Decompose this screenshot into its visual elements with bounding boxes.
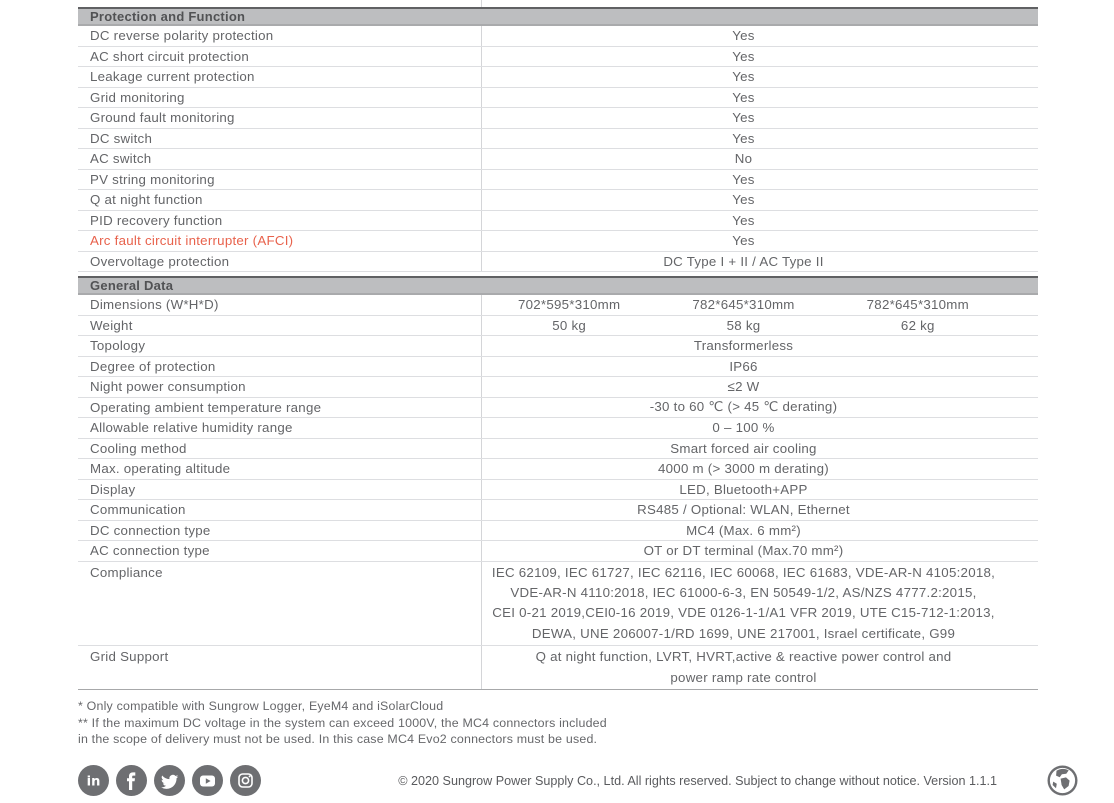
- row-value: [481, 357, 1038, 377]
- table-row: [78, 398, 1038, 419]
- column-divider: [481, 0, 482, 7]
- table-row: [78, 190, 1038, 211]
- row-value: [481, 149, 1038, 169]
- row-label: Weight: [90, 317, 133, 333]
- row-value-text: Yes: [732, 130, 755, 146]
- table-row: [78, 357, 1038, 378]
- row-value-text: Yes: [732, 89, 755, 105]
- row-value: [481, 211, 1038, 231]
- row-value: [481, 316, 1038, 336]
- row-value: [481, 541, 1038, 561]
- row-value: [481, 252, 1038, 272]
- social-icons: [78, 765, 261, 796]
- linkedin-icon[interactable]: [78, 765, 109, 796]
- row-label: Night power consumption: [90, 379, 246, 395]
- row-value: [481, 480, 1038, 500]
- footnote-line: in the scope of delivery must not be used. In this case MC4 Evo2 connectors must be used.: [78, 732, 598, 747]
- row-label: Allowable relative humidity range: [90, 420, 293, 436]
- row-label: Arc fault circuit interrupter (AFCI): [90, 233, 294, 249]
- table-row: [78, 231, 1038, 252]
- table-row: [78, 541, 1038, 562]
- footnotes: [78, 698, 607, 748]
- row-value: [481, 108, 1038, 128]
- row-label: Operating ambient temperature range: [90, 399, 322, 415]
- row-label: Communication: [90, 502, 186, 518]
- table-row: [78, 108, 1038, 129]
- row-value-text: MC4 (Max. 6 mm²): [686, 522, 801, 538]
- row-label: Degree of protection: [90, 358, 216, 374]
- row-value-text: Yes: [732, 192, 755, 208]
- row-value-line: power ramp rate control: [670, 669, 817, 685]
- row-value: [481, 439, 1038, 459]
- row-value-text: Yes: [732, 110, 755, 126]
- row-value-text: Yes: [732, 69, 755, 85]
- table-row: [78, 336, 1038, 357]
- row-label: AC short circuit protection: [90, 48, 249, 64]
- row-value: [481, 190, 1038, 210]
- table-row: [78, 439, 1038, 460]
- table-row: [78, 316, 1038, 337]
- row-value: [481, 459, 1038, 479]
- row-value: [481, 26, 1038, 46]
- row-value-text: Yes: [732, 48, 755, 64]
- row-value: [481, 418, 1038, 438]
- row-value-text: Yes: [732, 212, 755, 228]
- youtube-icon[interactable]: [192, 765, 223, 796]
- row-label: DC switch: [90, 130, 153, 146]
- row-value: [481, 129, 1038, 149]
- table-row: [78, 480, 1038, 501]
- row-value-text: IP66: [729, 358, 758, 374]
- row-value: [481, 88, 1038, 108]
- row-label: Ground fault monitoring: [90, 110, 235, 126]
- table-row: [78, 418, 1038, 439]
- table-row: [78, 500, 1038, 521]
- row-value-text: Yes: [732, 171, 755, 187]
- table-row: [78, 149, 1038, 170]
- row-value-line: VDE-AR-N 4110:2018, IEC 61000-6-3, EN 50549-1/2, AS/NZS 4777.2:2015,: [510, 584, 977, 600]
- row-value-text: DC Type I + II / AC Type II: [663, 253, 824, 269]
- table-row: [78, 562, 1038, 647]
- row-value-text: OT or DT terminal (Max.70 mm²): [643, 543, 844, 559]
- row-value: [481, 67, 1038, 87]
- row-label: Dimensions (W*H*D): [90, 297, 219, 313]
- table-row: [78, 521, 1038, 542]
- row-value-lines: [482, 562, 1005, 646]
- copyright-text: © 2020 Sungrow Power Supply Co., Ltd. All rights reserved. Subject to change without notice. Version 1.1.1: [398, 774, 997, 788]
- row-value-col: 62 kg: [900, 317, 935, 333]
- row-value-text: Yes: [732, 233, 755, 249]
- row-label: AC switch: [90, 151, 152, 167]
- spec-table: [78, 7, 1038, 690]
- row-value-text: ≤2 W: [727, 379, 760, 395]
- row-label: Max. operating altitude: [90, 461, 231, 477]
- row-value: [481, 521, 1038, 541]
- table-row: [78, 129, 1038, 150]
- row-label: Overvoltage protection: [90, 253, 230, 269]
- instagram-icon[interactable]: [230, 765, 261, 796]
- svg-text:in: in: [86, 774, 101, 790]
- table-row: [78, 459, 1038, 480]
- row-value-col: 782*645*310mm: [866, 297, 969, 313]
- row-label: Compliance: [90, 564, 163, 580]
- row-label: AC connection type: [90, 543, 210, 559]
- page-footer: [0, 763, 1114, 803]
- section-header: General Data: [78, 276, 1038, 295]
- table-row: [78, 295, 1038, 316]
- table-row: [78, 170, 1038, 191]
- row-value: [481, 646, 1038, 689]
- row-value-text: Yes: [732, 28, 755, 44]
- row-label: Grid monitoring: [90, 89, 185, 105]
- row-label: DC reverse polarity protection: [90, 28, 274, 44]
- row-label: PID recovery function: [90, 212, 223, 228]
- row-value-text: 4000 m (> 3000 m derating): [658, 461, 829, 477]
- table-row: [78, 67, 1038, 88]
- row-value-line: Q at night function, LVRT, HVRT,active & reactive power control and: [535, 649, 952, 665]
- row-value: [481, 398, 1038, 418]
- row-label: PV string monitoring: [90, 171, 215, 187]
- row-label: Leakage current protection: [90, 69, 255, 85]
- table-row: [78, 377, 1038, 398]
- row-value: [481, 562, 1038, 646]
- row-value-text: -30 to 60 ℃ (> 45 ℃ derating): [649, 399, 838, 415]
- row-label: Topology: [90, 338, 146, 354]
- row-value: [481, 295, 1038, 315]
- row-value: [481, 231, 1038, 251]
- table-top-sliver: [78, 0, 1038, 7]
- twitter-icon[interactable]: [154, 765, 185, 796]
- table-row: [78, 211, 1038, 232]
- row-value-line: CEI 0-21 2019,CEI0-16 2019, VDE 0126-1-1/A1 VFR 2019, UTE C15-712-1:2013,: [492, 605, 995, 621]
- row-value: [481, 377, 1038, 397]
- row-value-text: RS485 / Optional: WLAN, Ethernet: [637, 502, 850, 518]
- table-row: [78, 88, 1038, 109]
- row-value: [481, 336, 1038, 356]
- row-value-col: 58 kg: [726, 317, 761, 333]
- facebook-icon[interactable]: [116, 765, 147, 796]
- footnote-line: ** If the maximum DC voltage in the system can exceed 1000V, the MC4 connectors included: [78, 715, 607, 730]
- row-value: [481, 47, 1038, 67]
- table-row: [78, 252, 1038, 273]
- row-value-lines: [482, 646, 1005, 689]
- row-value: [481, 500, 1038, 520]
- row-value-col: 50 kg: [552, 317, 587, 333]
- row-value-col: 782*645*310mm: [692, 297, 795, 313]
- row-label: DC connection type: [90, 522, 211, 538]
- row-value-text: Smart forced air cooling: [670, 440, 817, 456]
- table-row: [78, 26, 1038, 47]
- row-value-text: LED, Bluetooth+APP: [679, 481, 808, 497]
- row-label: Grid Support: [90, 649, 169, 665]
- row-value-text: Transformerless: [693, 338, 794, 354]
- footnote-line: * Only compatible with Sungrow Logger, EyeM4 and iSolarCloud: [78, 699, 444, 713]
- row-value-line: DEWA, UNE 206007-1/RD 1699, UNE 217001, Israel certificate, G99: [531, 625, 956, 641]
- table-row: [78, 646, 1038, 690]
- row-value-line: IEC 62109, IEC 61727, IEC 62116, IEC 60068, IEC 61683, VDE-AR-N 4105:2018,: [491, 564, 996, 580]
- row-label: Display: [90, 481, 136, 497]
- row-value-text: 0 – 100 %: [712, 420, 775, 436]
- row-label: Cooling method: [90, 440, 187, 456]
- row-value-text: No: [734, 151, 753, 167]
- row-value-col: 702*595*310mm: [518, 297, 621, 313]
- section-header: Protection and Function: [78, 7, 1038, 26]
- table-row: [78, 47, 1038, 68]
- row-label: Q at night function: [90, 192, 203, 208]
- row-value: [481, 170, 1038, 190]
